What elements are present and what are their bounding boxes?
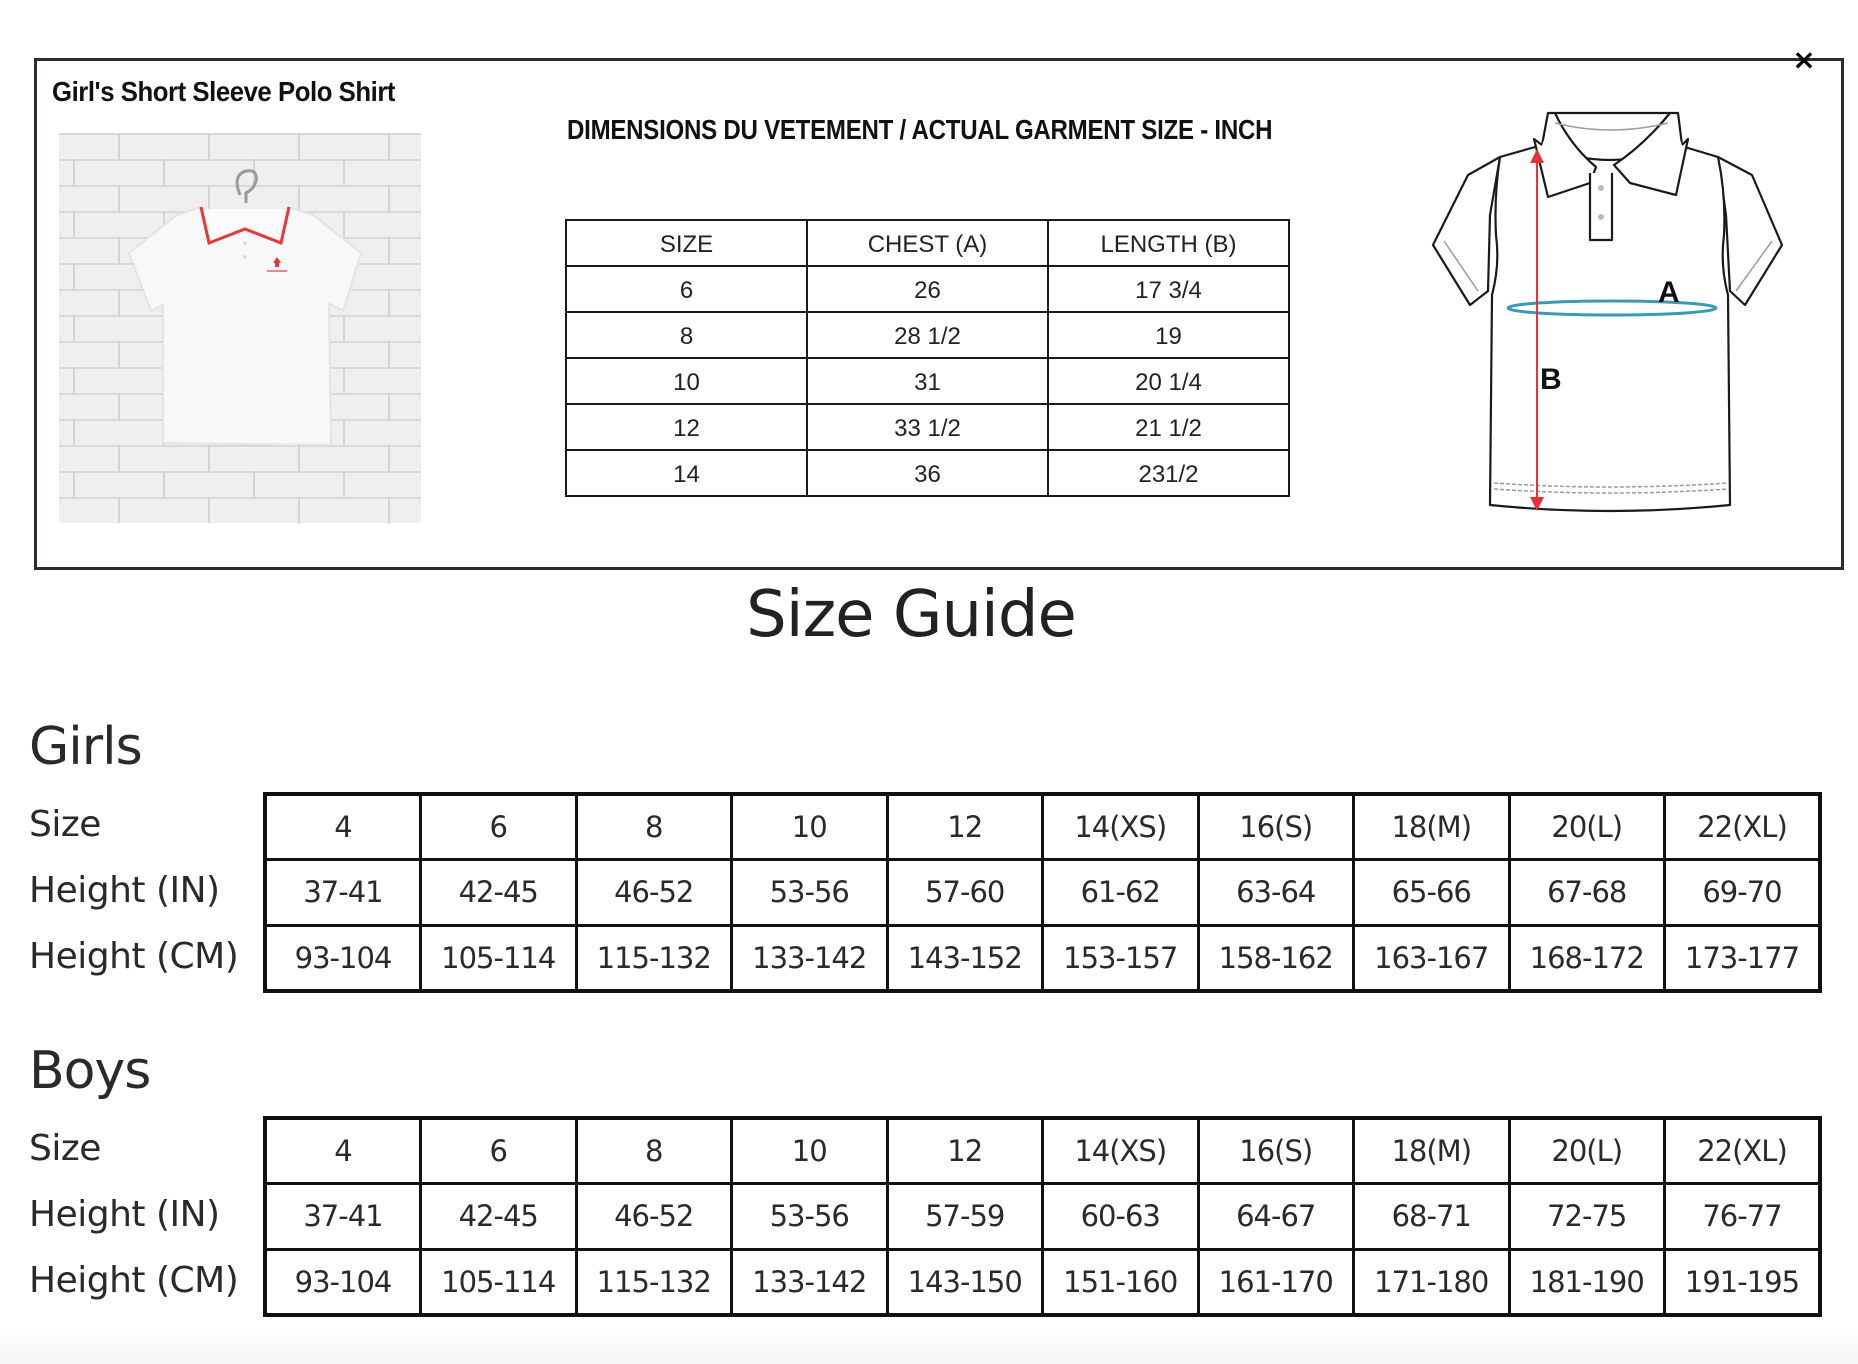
cell-chest: 33 1/2	[807, 404, 1048, 450]
header-size: SIZE	[566, 220, 807, 266]
cell: 20(L)	[1509, 794, 1665, 860]
size-guide-title: Size Guide	[746, 578, 1076, 652]
table-row	[566, 312, 1289, 358]
cell: 60-63	[1043, 1184, 1199, 1250]
girls-heading: Girls	[29, 717, 142, 777]
row-label-size: Size	[29, 1128, 101, 1169]
cell-size: 10	[566, 358, 807, 404]
cell: 171-180	[1354, 1249, 1510, 1315]
cell: 14(XS)	[1043, 794, 1199, 860]
cell: 115-132	[576, 1249, 732, 1315]
cell: 191-195	[1665, 1249, 1821, 1315]
row-label-size: Size	[29, 804, 101, 845]
cell: 181-190	[1509, 1249, 1665, 1315]
cell: 105-114	[421, 925, 577, 991]
cell-length: 21 1/2	[1048, 404, 1289, 450]
row-label-height-in: Height (IN)	[29, 1194, 220, 1235]
cell: 12	[887, 1118, 1043, 1184]
cell: 8	[576, 1118, 732, 1184]
cell: 14(XS)	[1043, 1118, 1199, 1184]
table-row	[566, 358, 1289, 404]
cell-chest: 26	[807, 266, 1048, 312]
cell: 65-66	[1354, 860, 1510, 926]
cell: 153-157	[1043, 925, 1199, 991]
cell: 22(XL)	[1665, 794, 1821, 860]
cell: 57-59	[887, 1184, 1043, 1250]
boys-heading: Boys	[29, 1041, 151, 1101]
cell-length: 19	[1048, 312, 1289, 358]
cell: 173-177	[1665, 925, 1821, 991]
cell: 57-60	[887, 860, 1043, 926]
cell: 68-71	[1354, 1184, 1510, 1250]
cell: 61-62	[1043, 860, 1199, 926]
cell-chest: 36	[807, 450, 1048, 496]
cell: 143-152	[887, 925, 1043, 991]
boys-size-table	[263, 1116, 1822, 1317]
cell: 69-70	[1665, 860, 1821, 926]
table-row-size	[265, 794, 1820, 860]
cell: 22(XL)	[1665, 1118, 1821, 1184]
cell: 63-64	[1198, 860, 1354, 926]
cell: 6	[421, 1118, 577, 1184]
cell: 161-170	[1198, 1249, 1354, 1315]
header-chest: CHEST (A)	[807, 220, 1048, 266]
row-label-height-cm: Height (CM)	[29, 1260, 239, 1301]
cell: 143-150	[887, 1249, 1043, 1315]
cell: 37-41	[265, 1184, 421, 1250]
cell: 8	[576, 794, 732, 860]
cell: 12	[887, 794, 1043, 860]
cell: 42-45	[421, 1184, 577, 1250]
table-header-row	[566, 220, 1289, 266]
cell: 93-104	[265, 925, 421, 991]
table-row-height-in	[265, 860, 1820, 926]
cell: 4	[265, 1118, 421, 1184]
product-photo	[59, 133, 421, 523]
table-row-height-in	[265, 1184, 1820, 1250]
cell: 76-77	[1665, 1184, 1821, 1250]
cell: 168-172	[1509, 925, 1665, 991]
diagram-label-a: A	[1658, 276, 1680, 309]
header-length: LENGTH (B)	[1048, 220, 1289, 266]
cell: 53-56	[732, 860, 888, 926]
cell: 16(S)	[1198, 1118, 1354, 1184]
garment-size-table	[565, 219, 1290, 497]
cell: 115-132	[576, 925, 732, 991]
dimensions-heading: DIMENSIONS DU VETEMENT / ACTUAL GARMENT SIZE - INCH	[567, 114, 1273, 145]
cell: 6	[421, 794, 577, 860]
cell: 133-142	[732, 925, 888, 991]
row-label-height-cm: Height (CM)	[29, 936, 239, 977]
table-row-size	[265, 1118, 1820, 1184]
diagram-label-b: B	[1540, 363, 1562, 396]
cell-size: 6	[566, 266, 807, 312]
cell-size: 14	[566, 450, 807, 496]
cell: 18(M)	[1354, 1118, 1510, 1184]
cell: 151-160	[1043, 1249, 1199, 1315]
girls-size-table	[263, 792, 1822, 993]
table-row	[566, 404, 1289, 450]
polo-shirt-photo-icon	[59, 133, 421, 523]
cell: 18(M)	[1354, 794, 1510, 860]
cell: 46-52	[576, 860, 732, 926]
cell: 20(L)	[1509, 1118, 1665, 1184]
table-row	[566, 450, 1289, 496]
cell: 158-162	[1198, 925, 1354, 991]
row-label-height-in: Height (IN)	[29, 870, 220, 911]
cell-length: 20 1/4	[1048, 358, 1289, 404]
cell: 72-75	[1509, 1184, 1665, 1250]
cell: 163-167	[1354, 925, 1510, 991]
cell: 133-142	[732, 1249, 888, 1315]
cell-size: 12	[566, 404, 807, 450]
cell: 10	[732, 794, 888, 860]
polo-measurement-diagram-icon	[1430, 105, 1790, 515]
bottom-shade	[0, 1330, 1858, 1364]
cell-length: 231/2	[1048, 450, 1289, 496]
cell: 4	[265, 794, 421, 860]
cell: 16(S)	[1198, 794, 1354, 860]
cell-size: 8	[566, 312, 807, 358]
cell: 67-68	[1509, 860, 1665, 926]
cell-chest: 31	[807, 358, 1048, 404]
cell-chest: 28 1/2	[807, 312, 1048, 358]
cell: 93-104	[265, 1249, 421, 1315]
cell: 64-67	[1198, 1184, 1354, 1250]
cell-length: 17 3/4	[1048, 266, 1289, 312]
table-row	[566, 266, 1289, 312]
cell: 105-114	[421, 1249, 577, 1315]
product-title: Girl's Short Sleeve Polo Shirt	[52, 76, 396, 107]
cell: 46-52	[576, 1184, 732, 1250]
cell: 53-56	[732, 1184, 888, 1250]
table-row-height-cm	[265, 925, 1820, 991]
cell: 10	[732, 1118, 888, 1184]
close-icon[interactable]: ×	[1792, 43, 1816, 76]
cell: 37-41	[265, 860, 421, 926]
table-row-height-cm	[265, 1249, 1820, 1315]
cell: 42-45	[421, 860, 577, 926]
